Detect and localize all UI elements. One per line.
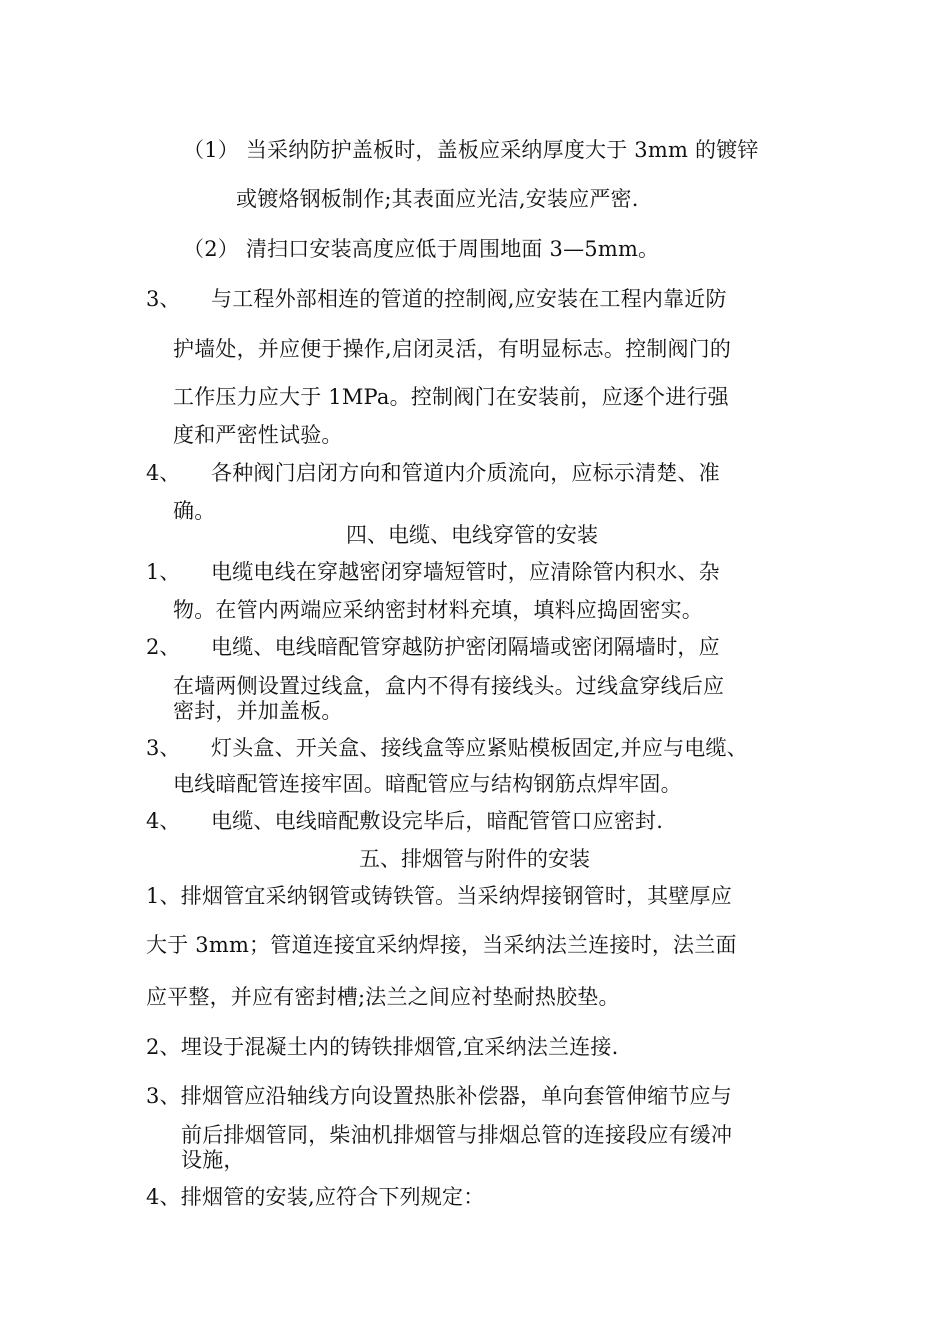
paragraph-line: 物。在管内两端应采纳密封材料充填，填料应捣固密实。	[173, 598, 703, 622]
paragraph-line: 密封，并加盖板。	[173, 699, 343, 723]
paragraph-line: 3、排烟管应沿轴线方向设置热胀补偿器，单向套管伸缩节应与	[146, 1084, 732, 1108]
section-heading: 四、电缆、电线穿管的安装	[346, 523, 598, 547]
paragraph-line: 电缆、电线暗配敷设完毕后，暗配管管口应密封.	[211, 809, 664, 833]
paragraph-line: 确。	[173, 499, 216, 523]
item-number: 4、	[146, 809, 181, 833]
paragraph-line: 4、排烟管的安装,应符合下列规定：	[146, 1185, 485, 1209]
paragraph-line: 前后排烟管同，柴油机排烟管与排烟总管的连接段应有缓冲	[181, 1123, 733, 1147]
paragraph-line: 灯头盒、开关盒、接线盒等应紧贴模板固定,并应与电缆、	[211, 736, 748, 760]
paragraph-line: 设施，	[181, 1148, 245, 1172]
item-number: 1、	[146, 560, 181, 584]
section-heading: 五、排烟管与附件的安装	[359, 847, 590, 871]
paragraph-line: 各种阀门启闭方向和管道内介质流向，应标示清楚、准	[211, 461, 720, 485]
paragraph-line: 应平整，并应有密封槽;法兰之间应衬垫耐热胶垫。	[146, 985, 620, 1009]
item-number: 2、	[146, 635, 181, 659]
paragraph-line: 与工程外部相连的管道的控制阀,应安装在工程内靠近防	[211, 287, 727, 311]
paragraph-line: 或镀烙钢板制作;其表面应光洁,安装应严密.	[236, 187, 639, 211]
paragraph-line: 电缆、电线暗配管穿越防护密闭隔墙或密闭隔墙时，应	[211, 635, 720, 659]
paragraph-line: 1、排烟管宜采纳钢管或铸铁管。当采纳焊接钢管时，其壁厚应	[146, 884, 732, 908]
paragraph-line: （1） 当采纳防护盖板时，盖板应采纳厚度大于 3mm 的镀锌	[183, 138, 759, 162]
paragraph-line: 2、埋设于混凝土内的铸铁排烟管,宜采纳法兰连接.	[146, 1035, 619, 1059]
paragraph-line: 工作压力应大于 1MPa。控制阀门在安装前，应逐个进行强	[173, 385, 729, 409]
paragraph-line: 电缆电线在穿越密闭穿墙短管时，应清除管内积水、杂	[211, 560, 720, 584]
paragraph-line: 大于 3mm；管道连接宜采纳焊接，当采纳法兰连接时，法兰面	[146, 933, 737, 957]
item-number: 4、	[146, 461, 181, 485]
item-number: 3、	[146, 736, 181, 760]
paragraph-line: （2） 清扫口安装高度应低于周围地面 3—5mm。	[183, 237, 660, 261]
paragraph-line: 护墙处，并应便于操作,启闭灵活，有明显标志。控制阀门的	[173, 337, 732, 361]
paragraph-line: 在墙两侧设置过线盒，盒内不得有接线头。过线盒穿线后应	[173, 674, 725, 698]
item-number: 3、	[146, 287, 181, 311]
paragraph-line: 度和严密性试验。	[173, 423, 343, 447]
paragraph-line: 电线暗配管连接牢固。暗配管应与结构钢筋点焊牢固。	[173, 772, 682, 796]
